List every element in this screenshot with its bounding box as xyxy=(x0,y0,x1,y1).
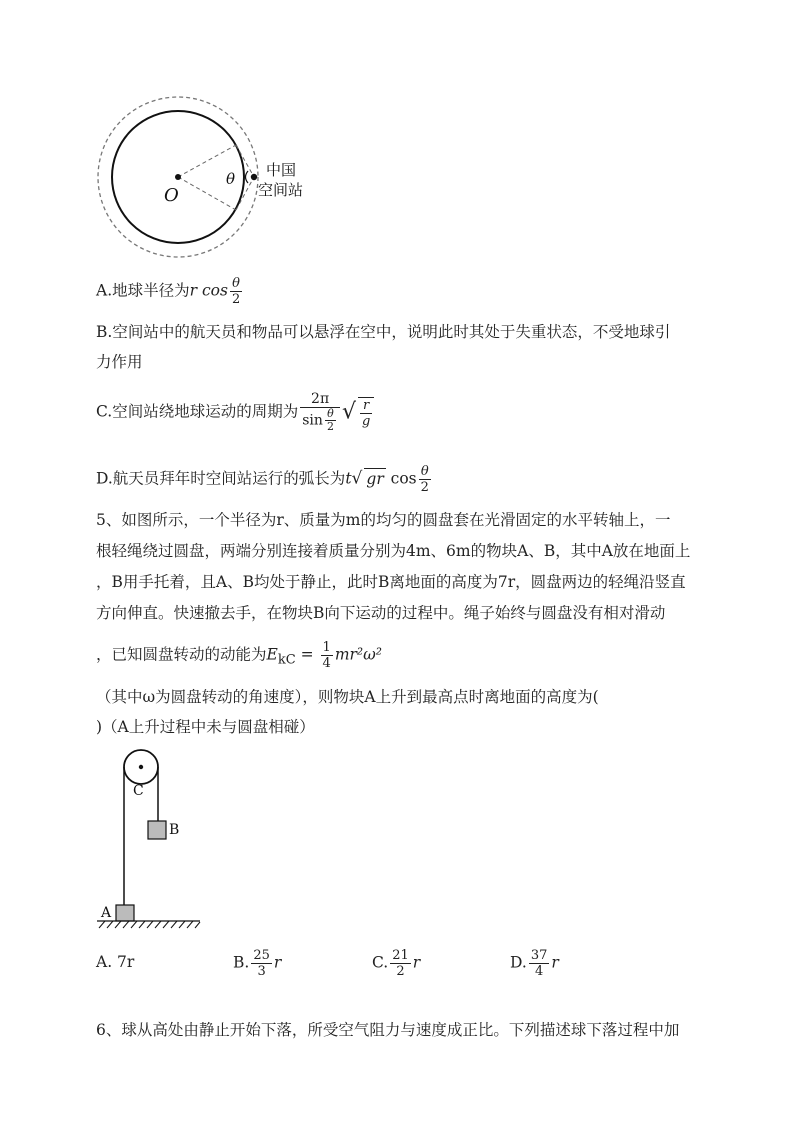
q5-option-b xyxy=(233,948,281,979)
block-a xyxy=(116,905,134,921)
q5-option-b-num: 25 xyxy=(253,948,270,963)
q4-option-c-fraction xyxy=(300,392,340,433)
q5-equals: = xyxy=(300,645,314,664)
q4-option-a xyxy=(96,276,244,307)
block-a-label: A xyxy=(101,905,112,921)
pulley-label: C xyxy=(133,783,144,799)
pulley-figure xyxy=(95,745,210,930)
q4-option-a-text: A.地球半径为 xyxy=(96,281,190,300)
q4-option-d-num: θ xyxy=(419,464,431,480)
q4-option-c-sin: sin xyxy=(302,412,323,429)
q4-option-c-den-den: 2 xyxy=(326,420,334,433)
q5-line5-prefix: ，已知圆盘转动的动能为 xyxy=(96,645,267,664)
q4-option-a-fraction xyxy=(230,276,242,307)
q5-option-c-prefix: C. xyxy=(372,953,389,972)
angle-arc xyxy=(246,171,249,183)
q5-option-c-fraction xyxy=(390,948,411,979)
station-label-line1: 中国 xyxy=(266,161,297,179)
q5-option-d-num: 37 xyxy=(530,948,548,963)
q5-option-d xyxy=(510,948,559,979)
q4-option-a-expr: r cos xyxy=(189,281,228,300)
q5-line7: )（A上升过程中未与圆盘相碰） xyxy=(96,718,315,736)
q4-option-a-den: 2 xyxy=(231,292,241,307)
center-label: O xyxy=(164,185,179,206)
q4-option-a-num: θ xyxy=(230,276,242,292)
q5-option-c xyxy=(372,948,420,979)
q5-option-d-den: 4 xyxy=(534,964,544,979)
q4-option-d-cos: cos xyxy=(390,469,417,488)
q6-line1: 6、球从高处由静止开始下落，所受空气阻力与速度成正比。下列描述球下落过程中加 xyxy=(96,1021,680,1039)
space-station-point xyxy=(251,174,257,180)
q5-option-a xyxy=(96,952,134,972)
q4-option-b-line1: B.空间站中的航天员和物品可以悬浮在空中，说明此时其处于失重状态，不受地球引 xyxy=(96,323,671,341)
q5-energy-tail: mr²ω² xyxy=(334,645,383,664)
station-label-line2: 空间站 xyxy=(258,181,304,199)
q5-option-d-fraction xyxy=(529,948,550,979)
q4-option-c-den-num: θ xyxy=(325,408,336,421)
q5-energy-symbol: E xyxy=(266,645,278,664)
q5-line6: （其中ω为圆盘转动的角速度），则物块A上升到最高点时离地面的高度为( xyxy=(96,688,599,706)
angle-label: θ xyxy=(226,170,236,188)
q4-option-c-sqrt-num: r xyxy=(360,398,372,414)
q5-option-c-num: 21 xyxy=(392,948,409,963)
q5-option-c-den: 2 xyxy=(396,964,405,979)
q4-option-c-sqrt-den: g xyxy=(361,413,371,429)
ground-hatching xyxy=(99,921,200,928)
q4-option-c-text: C.空间站绕地球运动的周期为 xyxy=(96,402,299,421)
block-b-label: B xyxy=(169,822,180,838)
q5-option-b-var: r xyxy=(273,953,282,972)
block-b xyxy=(148,821,166,839)
q5-option-c-var: r xyxy=(412,953,421,972)
center-point xyxy=(175,174,181,180)
q4-option-d-t: t xyxy=(345,469,352,488)
q5-option-b-den: 3 xyxy=(257,964,266,979)
q5-option-d-prefix: D. xyxy=(510,953,527,972)
q5-option-d-var: r xyxy=(551,953,559,972)
q5-energy-fraction xyxy=(321,640,333,671)
q5-line3: ，B用手托着，且A、B均处于静止，此时B离地面的高度为7r，圆盘两边的轻绳沿竖直 xyxy=(96,573,686,591)
q4-option-d-den: 2 xyxy=(420,480,429,495)
q5-line4: 方向伸直。快速撤去手，在物块B向下运动的过程中。绳子始终与圆盘没有相对滑动 xyxy=(96,604,666,622)
q5-line5 xyxy=(96,640,382,671)
q4-option-d-fraction xyxy=(419,464,431,495)
q4-option-c: C.空间站绕地球运动的周期为 2π sin $\frac{\theta}{2}$ √ $\frac{r}{g}$ xyxy=(96,392,376,433)
q4-option-d-sqrt: gr xyxy=(366,469,384,488)
q5-frac-num: 1 xyxy=(322,640,331,655)
q4-option-c-num: 2π xyxy=(300,392,340,408)
q5-option-b-prefix: B. xyxy=(233,953,250,972)
q5-option-a-text: A. 7r xyxy=(96,953,135,971)
q4-option-d: D.航天员拜年时空间站运行的弧长为t√ gr cos $\frac{\theta}{2}$ xyxy=(96,464,429,495)
q4-option-c-sqrt xyxy=(358,397,374,429)
q5-energy-subscript: kC xyxy=(277,652,296,668)
q5-line2: 根轻绳绕过圆盘，两端分别连接着质量分别为4m、6m的物块A、B，其中A放在地面上 xyxy=(96,542,691,560)
earth-orbit-figure xyxy=(90,95,330,265)
q4-option-b-line2: 力作用 xyxy=(96,353,143,371)
q5-line1: 5、如图所示，一个半径为r、质量为m的均匀的圆盘套在光滑固定的水平转轴上，一 xyxy=(96,511,671,529)
pulley-axle xyxy=(139,765,143,769)
q4-option-c-den-frac xyxy=(325,408,336,433)
q5-frac-den: 4 xyxy=(322,656,331,671)
q4-option-d-text: D.航天员拜年时空间站运行的弧长为 xyxy=(96,469,346,488)
q5-option-b-fraction xyxy=(251,948,272,979)
q4-option-c-den xyxy=(300,408,340,433)
